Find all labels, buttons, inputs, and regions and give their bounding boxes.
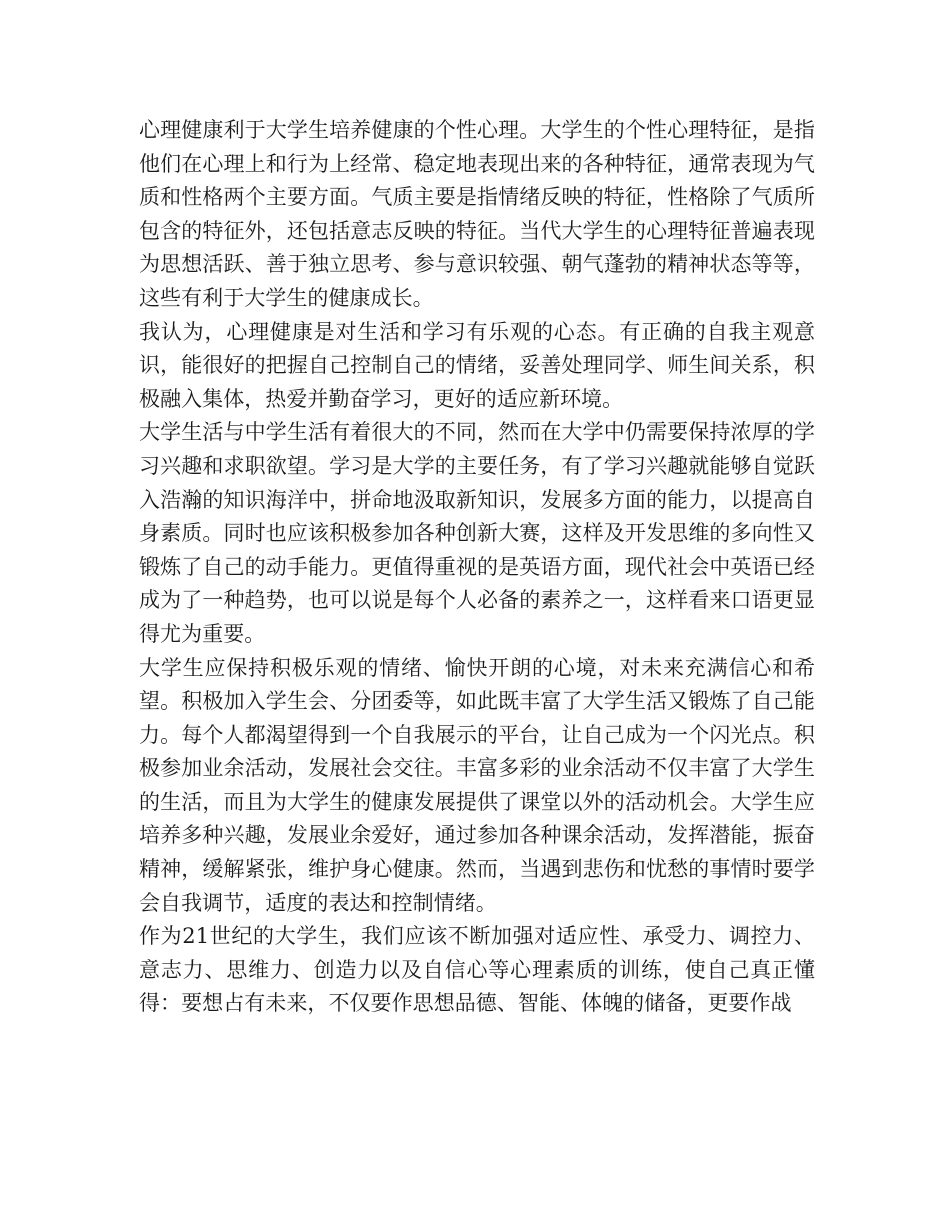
paragraph-5: 作为21世纪的大学生，我们应该不断加强对适应性、承受力、调控力、意志力、思维力、创造力以及自信心等心理素质的训练，使自己真正懂得：要想占有未来，不仅要作思想品德、智能、体魄的储备，更要作战 — [139, 924, 815, 1016]
paragraph-3: 大学生活与中学生活有着很大的不同，然而在大学中仍需要保持浓厚的学习兴趣和求职欲望。学习是大学的主要任务，有了学习兴趣就能够自觉跃入浩瀚的知识海洋中，拼命地汲取新知识，发展多方面的能力，以提高自身素质。同时也应该积极参加各种创新大赛，这样及开发思维的多向性又锻炼了自己的动手能力。更值得重视的是英语方面，现代社会中英语已经成为了一种趋势，也可以说是每个人必备的素养之一，这样看来口语更显得尤为重要。 — [139, 420, 815, 646]
paragraph-1: 心理健康利于大学生培养健康的个性心理。大学生的个性心理特征，是指他们在心理上和行为上经常、稳定地表现出来的各种特征，通常表现为气质和性格两个主要方面。气质主要是指情绪反映的特征，性格除了气质所包含的特征外，还包括意志反映的特征。当代大学生的心理特征普遍表现为思想活跃、善于独立思考、参与意识较强、朝气蓬勃的精神状态等等，这些有利于大学生的健康成长。 — [139, 118, 815, 310]
paragraph-4: 大学生应保持积极乐观的情绪、愉快开朗的心境，对未来充满信心和希望。积极加入学生会、分团委等，如此既丰富了大学生活又锻炼了自己能力。每个人都渴望得到一个自我展示的平台，让自己成为一个闪光点。积极参加业余活动，发展社会交往。丰富多彩的业余活动不仅丰富了大学生的生活，而且为大学生的健康发展提供了课堂以外的活动机会。大学生应培养多种兴趣，发展业余爱好，通过参加各种课余活动，发挥潜能，振奋精神，缓解紧张，维护身心健康。然而，当遇到悲伤和忧愁的事情时要学会自我调节，适度的表达和控制情绪。 — [139, 655, 815, 915]
document-body — [139, 114, 815, 1021]
paragraph-2: 我认为，心理健康是对生活和学习有乐观的心态。有正确的自我主观意识，能很好的把握自己控制自己的情绪，妥善处理同学、师生间关系，积极融入集体，热爱并勤奋学习，更好的适应新环境。 — [139, 319, 815, 411]
